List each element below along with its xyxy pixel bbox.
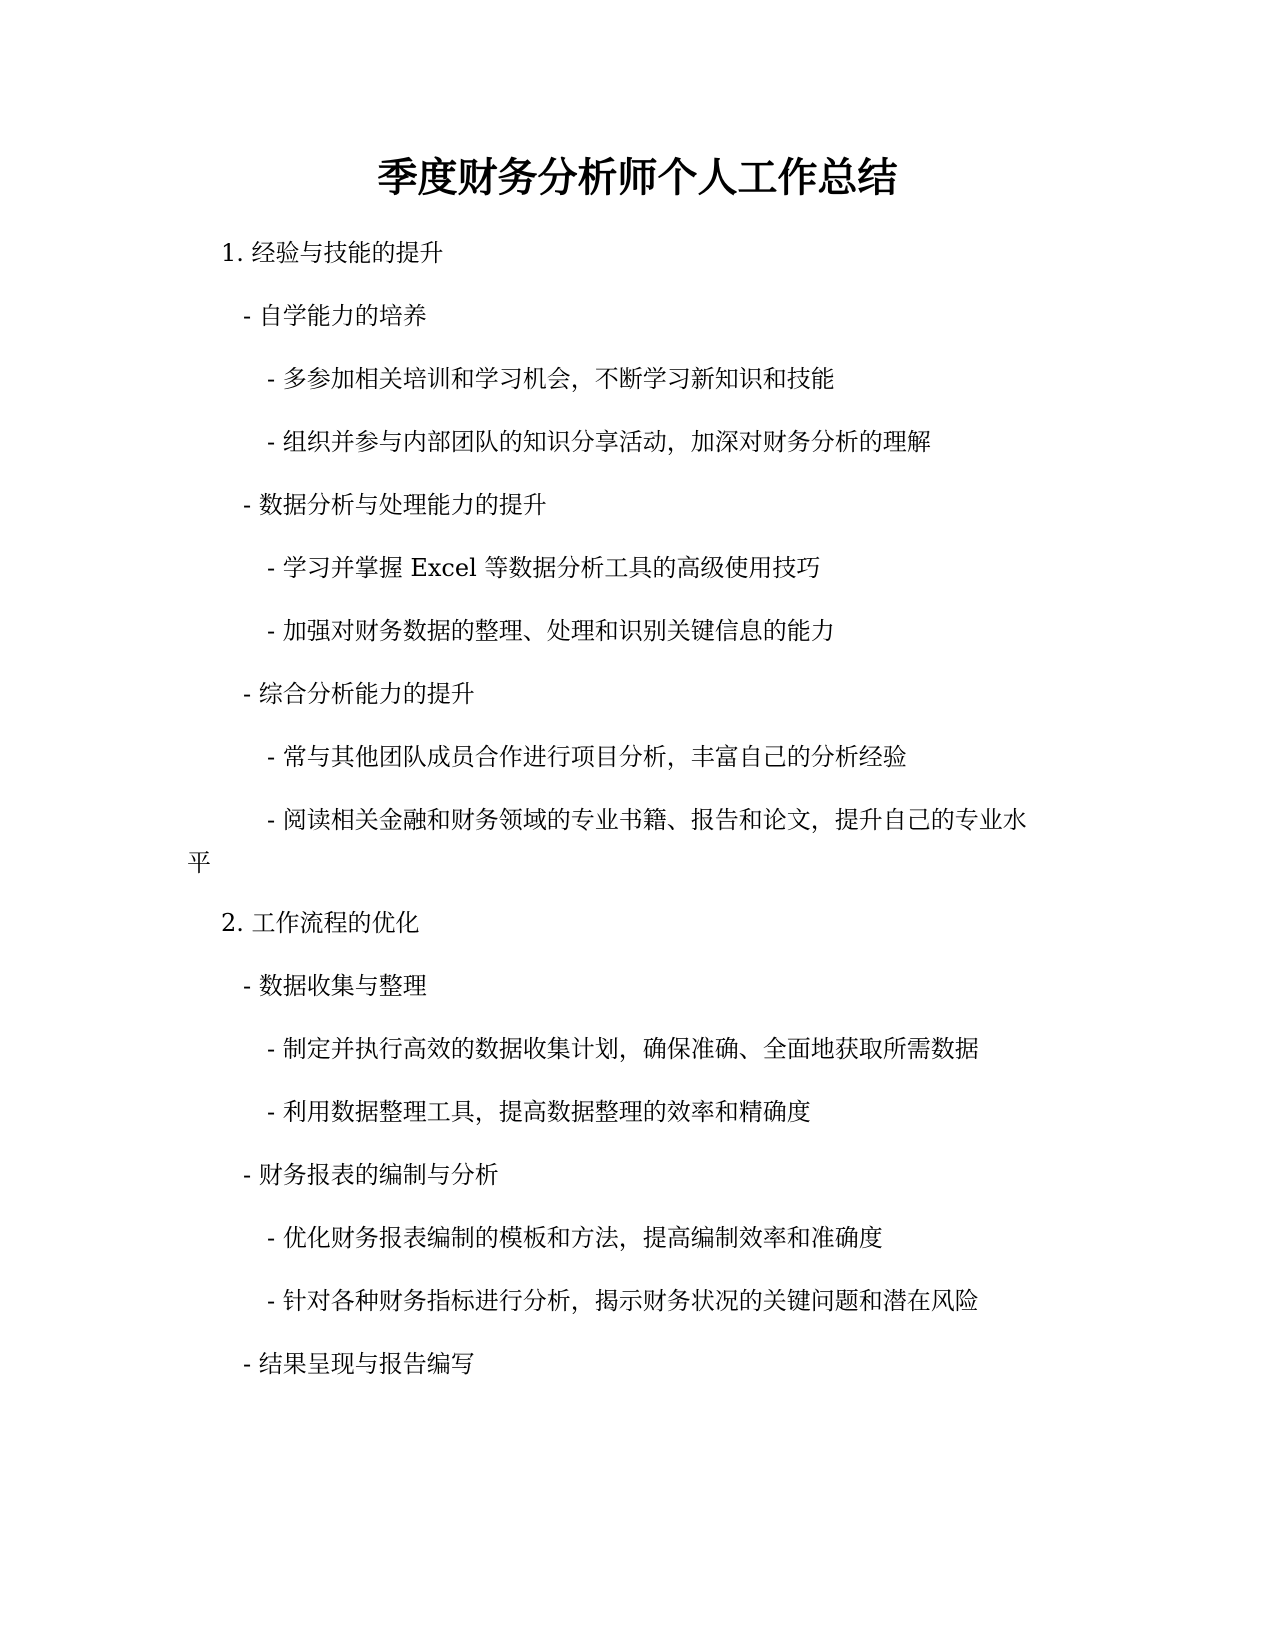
subsection-item: - 结果呈现与报告编写 xyxy=(243,1350,475,1378)
detail-item: - 制定并执行高效的数据收集计划，确保准确、全面地获取所需数据 xyxy=(267,1035,979,1063)
subsection-item: - 数据收集与整理 xyxy=(243,972,427,1000)
detail-item: - 利用数据整理工具，提高数据整理的效率和精确度 xyxy=(267,1098,811,1126)
detail-item: - 阅读相关金融和财务领域的专业书籍、报告和论文，提升自己的专业水 xyxy=(267,806,1027,834)
subsection-item: - 财务报表的编制与分析 xyxy=(243,1161,499,1189)
detail-item-continuation: 平 xyxy=(187,849,211,877)
section-heading: 2. 工作流程的优化 xyxy=(221,909,420,937)
detail-item: - 组织并参与内部团队的知识分享活动，加深对财务分析的理解 xyxy=(267,428,931,456)
detail-item: - 学习并掌握 Excel 等数据分析工具的高级使用技巧 xyxy=(267,554,821,582)
subsection-item: - 自学能力的培养 xyxy=(243,302,427,330)
subsection-item: - 数据分析与处理能力的提升 xyxy=(243,491,547,519)
subsection-item: - 综合分析能力的提升 xyxy=(243,680,475,708)
detail-item: - 针对各种财务指标进行分析，揭示财务状况的关键问题和潜在风险 xyxy=(267,1287,979,1315)
detail-item: - 加强对财务数据的整理、处理和识别关键信息的能力 xyxy=(267,617,835,645)
detail-item: - 多参加相关培训和学习机会，不断学习新知识和技能 xyxy=(267,365,835,393)
detail-item: - 常与其他团队成员合作进行项目分析，丰富自己的分析经验 xyxy=(267,743,907,771)
document-title: 季度财务分析师个人工作总结 xyxy=(377,155,898,201)
detail-item: - 优化财务报表编制的模板和方法，提高编制效率和准确度 xyxy=(267,1224,883,1252)
section-heading: 1. 经验与技能的提升 xyxy=(221,239,444,267)
